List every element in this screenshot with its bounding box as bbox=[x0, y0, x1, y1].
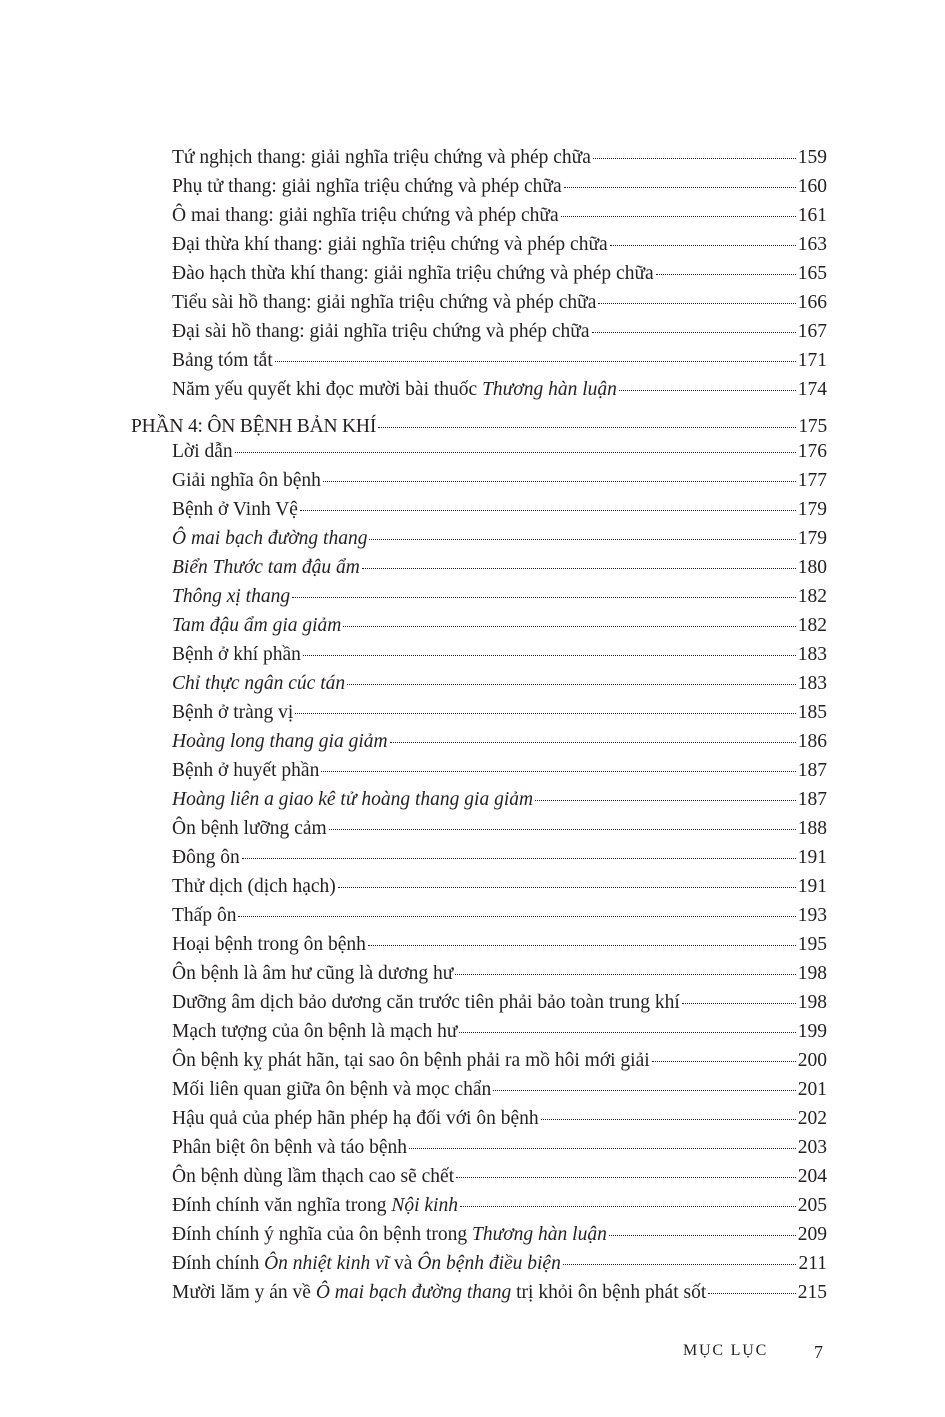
toc-entry-page: 159 bbox=[797, 147, 827, 168]
title-part: Hoại bệnh trong ôn bệnh bbox=[172, 934, 366, 955]
title-part: Mối liên quan giữa ôn bệnh và mọc chẩn bbox=[172, 1079, 492, 1100]
title-part: Lời dẫn bbox=[172, 441, 233, 462]
toc-entry-title bbox=[172, 1278, 706, 1307]
toc-entry bbox=[131, 317, 827, 346]
title-part: Đại thừa khí thang: giải nghĩa triệu chứng và phép chữa bbox=[172, 234, 608, 255]
toc-entry-title bbox=[172, 1075, 491, 1104]
italic-title-part: Thương hàn luận bbox=[482, 379, 617, 400]
italic-title-part: Biển Thước tam đậu ẩm bbox=[172, 557, 360, 578]
toc-entry-page: 209 bbox=[797, 1224, 827, 1245]
toc-entry-page: 191 bbox=[797, 847, 827, 868]
toc-entry bbox=[131, 553, 827, 582]
dot-leader bbox=[323, 481, 796, 482]
dot-leader bbox=[300, 510, 796, 511]
title-part: và bbox=[389, 1253, 418, 1274]
page-footer bbox=[0, 1342, 945, 1366]
italic-title-part: Ôn bệnh điều biện bbox=[417, 1253, 561, 1274]
italic-title-part: Tam đậu ẩm gia giảm bbox=[172, 615, 342, 636]
toc-entry bbox=[131, 230, 827, 259]
toc-entry-page: 174 bbox=[797, 379, 827, 400]
toc-entry-page: 160 bbox=[797, 176, 827, 197]
toc-entry-page: 167 bbox=[797, 321, 827, 342]
toc-entry-page: 182 bbox=[797, 615, 827, 636]
italic-title-part: Nội kinh bbox=[391, 1195, 458, 1216]
dot-leader bbox=[368, 945, 796, 946]
toc-entry bbox=[131, 1017, 827, 1046]
toc-entry bbox=[131, 582, 827, 611]
toc-entry-page: 199 bbox=[797, 1021, 827, 1042]
italic-title-part: Ô mai bạch đường thang bbox=[315, 1282, 512, 1303]
toc-entry bbox=[131, 1075, 827, 1104]
toc-entry-page: 202 bbox=[797, 1108, 827, 1129]
toc-entry bbox=[131, 872, 827, 901]
dot-leader bbox=[242, 858, 796, 859]
toc-entry bbox=[131, 1046, 827, 1075]
toc-entry-page: 179 bbox=[797, 528, 827, 549]
toc-entry-title bbox=[172, 259, 654, 288]
toc-entry-page: 171 bbox=[797, 350, 827, 371]
toc-entry bbox=[131, 466, 827, 495]
toc-entry bbox=[131, 346, 827, 375]
toc-entry bbox=[131, 1133, 827, 1162]
dot-leader bbox=[493, 1090, 796, 1091]
toc-entry bbox=[131, 1278, 827, 1307]
toc-entry bbox=[131, 1220, 827, 1249]
toc-entry-title bbox=[172, 1249, 561, 1278]
dot-leader bbox=[343, 626, 795, 627]
toc-entry-title bbox=[172, 317, 590, 346]
title-part: Giải nghĩa ôn bệnh bbox=[172, 470, 321, 491]
toc-entry-page: 176 bbox=[797, 441, 827, 462]
dot-leader bbox=[456, 1177, 796, 1178]
toc-entry-title bbox=[172, 1220, 607, 1249]
toc-entry-title bbox=[172, 872, 336, 901]
dot-leader bbox=[682, 1003, 796, 1004]
toc-entry bbox=[131, 959, 827, 988]
page-number: 7 bbox=[814, 1342, 823, 1362]
title-part: Ôn bệnh là âm hư cũng là dương hư bbox=[172, 963, 454, 984]
title-part: Bệnh ở Vinh Vệ bbox=[172, 499, 298, 520]
toc-entry-title bbox=[172, 901, 236, 930]
toc-entry-title bbox=[172, 375, 617, 404]
toc-entry bbox=[131, 843, 827, 872]
toc-entry-page: 193 bbox=[797, 905, 827, 926]
toc-entry bbox=[131, 640, 827, 669]
toc-entry-page: 200 bbox=[797, 1050, 827, 1071]
dot-leader bbox=[409, 1148, 796, 1149]
toc-entry-title bbox=[172, 288, 596, 317]
toc-entry-title bbox=[172, 582, 290, 611]
toc-entry-page: 198 bbox=[797, 992, 827, 1013]
toc-entry-title bbox=[172, 230, 608, 259]
title-part: Đính chính ý nghĩa của ôn bệnh trong bbox=[172, 1224, 473, 1245]
toc-entry-page: 185 bbox=[797, 702, 827, 723]
dot-leader bbox=[541, 1119, 796, 1120]
toc-entry bbox=[131, 1104, 827, 1133]
dot-leader bbox=[610, 245, 796, 246]
dot-leader bbox=[321, 771, 795, 772]
toc-entry-title bbox=[172, 959, 453, 988]
italic-title-part: Hoàng liên a giao kê tử hoàng thang gia giảm bbox=[172, 789, 534, 810]
toc-entry bbox=[131, 288, 827, 317]
dot-leader bbox=[652, 1061, 796, 1062]
toc-entry-page: 195 bbox=[797, 934, 827, 955]
toc-entry bbox=[131, 143, 827, 172]
title-part: Bệnh ở tràng vị bbox=[172, 702, 294, 723]
title-part: Ô mai thang: giải nghĩa triệu chứng và phép chữa bbox=[172, 205, 559, 226]
dot-leader bbox=[593, 158, 796, 159]
dot-leader bbox=[362, 568, 796, 569]
toc-entry-page: 201 bbox=[797, 1079, 827, 1100]
toc-entry bbox=[131, 727, 827, 756]
title-part: Năm yếu quyết khi đọc mười bài thuốc bbox=[172, 379, 483, 400]
toc-entry-page: 179 bbox=[797, 499, 827, 520]
dot-leader bbox=[563, 1264, 797, 1265]
toc-entry bbox=[131, 814, 827, 843]
title-part: Thử dịch (dịch hạch) bbox=[172, 876, 336, 897]
toc-entry bbox=[131, 524, 827, 553]
toc-entry bbox=[131, 437, 827, 466]
toc-entry-page: 182 bbox=[797, 586, 827, 607]
dot-leader bbox=[459, 1032, 795, 1033]
toc-entry-title bbox=[172, 727, 388, 756]
toc-entry-title bbox=[172, 346, 273, 375]
toc-entry bbox=[131, 988, 827, 1017]
toc-entry bbox=[131, 375, 827, 404]
toc-entry bbox=[131, 611, 827, 640]
title-part: Đính chính bbox=[172, 1253, 265, 1274]
title-part: Đào hạch thừa khí thang: giải nghĩa triệu chứng và phép chữa bbox=[172, 263, 654, 284]
toc-entry-title bbox=[172, 1017, 457, 1046]
toc-entry-page: 211 bbox=[798, 1253, 827, 1274]
italic-title-part: Hoàng long thang gia giảm bbox=[172, 731, 388, 752]
italic-title-part: Ôn nhiệt kinh vĩ bbox=[264, 1253, 390, 1274]
toc-entry-title bbox=[172, 553, 360, 582]
toc-entry-page: 183 bbox=[797, 673, 827, 694]
dot-leader bbox=[235, 452, 796, 453]
dot-leader bbox=[619, 390, 796, 391]
toc-entry bbox=[131, 201, 827, 230]
toc-entry-page: 166 bbox=[797, 292, 827, 313]
dot-leader bbox=[460, 1206, 796, 1207]
toc-entry-title bbox=[172, 172, 562, 201]
italic-title-part: Ô mai bạch đường thang bbox=[172, 528, 368, 549]
dot-leader bbox=[390, 742, 796, 743]
toc-entry-page: 183 bbox=[797, 644, 827, 665]
title-part: Ôn bệnh dùng lầm thạch cao sẽ chết bbox=[172, 1166, 455, 1187]
dot-leader bbox=[656, 274, 796, 275]
dot-leader bbox=[295, 713, 795, 714]
title-part: PHẦN 4: ÔN BỆNH BẢN KHÍ bbox=[131, 416, 377, 437]
title-part: Đông ôn bbox=[172, 847, 240, 868]
title-part: Ôn bệnh lưỡng cảm bbox=[172, 818, 327, 839]
running-head: MỤC LỤC bbox=[683, 1342, 769, 1359]
toc-entry-title bbox=[131, 412, 376, 441]
toc-entry-title bbox=[172, 1133, 407, 1162]
toc-entry-page: 187 bbox=[797, 760, 827, 781]
toc-entry-title bbox=[172, 698, 293, 727]
toc-entry-page: 186 bbox=[797, 731, 827, 752]
toc-entry-title bbox=[172, 1162, 454, 1191]
toc-entry bbox=[131, 698, 827, 727]
toc-entry bbox=[131, 930, 827, 959]
dot-leader bbox=[347, 684, 796, 685]
title-part: Phân biệt ôn bệnh và táo bệnh bbox=[172, 1137, 408, 1158]
toc-entry-page: 163 bbox=[797, 234, 827, 255]
toc-entry-page: 205 bbox=[797, 1195, 827, 1216]
toc-entry-title bbox=[172, 785, 533, 814]
title-part: Tiểu sài hồ thang: giải nghĩa triệu chứng và phép chữa bbox=[172, 292, 597, 313]
toc-entry bbox=[131, 1249, 827, 1278]
toc-entry-title bbox=[172, 640, 301, 669]
toc-entry-title bbox=[172, 1104, 539, 1133]
toc-entry-title bbox=[172, 843, 240, 872]
toc-entry-page: 188 bbox=[797, 818, 827, 839]
toc-entry-page: 204 bbox=[797, 1166, 827, 1187]
toc-entry-page: 161 bbox=[797, 205, 827, 226]
dot-leader bbox=[329, 829, 796, 830]
italic-title-part: Thương hàn luận bbox=[472, 1224, 607, 1245]
title-part: Hậu quả của phép hãn phép hạ đối với ôn bệnh bbox=[172, 1108, 539, 1129]
toc-entry bbox=[131, 669, 827, 698]
dot-leader bbox=[369, 539, 795, 540]
dot-leader bbox=[455, 974, 795, 975]
dot-leader bbox=[708, 1293, 796, 1294]
toc-entry-title bbox=[172, 524, 367, 553]
toc-entry bbox=[131, 901, 827, 930]
dot-leader bbox=[598, 303, 795, 304]
title-part: Bệnh ở huyết phần bbox=[172, 760, 320, 781]
toc-entry-page: 203 bbox=[797, 1137, 827, 1158]
title-part: Đại sài hồ thang: giải nghĩa triệu chứng và phép chữa bbox=[172, 321, 590, 342]
toc-entry bbox=[131, 1162, 827, 1191]
title-part: Mạch tượng của ôn bệnh là mạch hư bbox=[172, 1021, 458, 1042]
title-part: Bệnh ở khí phần bbox=[172, 644, 301, 665]
toc-entry bbox=[131, 756, 827, 785]
title-part: Thấp ôn bbox=[172, 905, 237, 926]
toc-entry-title bbox=[172, 466, 321, 495]
toc-entry-title bbox=[172, 611, 341, 640]
toc-entry-title bbox=[172, 143, 591, 172]
toc-entry-page: 187 bbox=[797, 789, 827, 810]
title-part: Dưỡng âm dịch bảo dương căn trước tiên phải bảo toàn trung khí bbox=[172, 992, 680, 1013]
title-part: Bảng tóm tắt bbox=[172, 350, 273, 371]
title-part: trị khỏi ôn bệnh phát sốt bbox=[511, 1282, 707, 1303]
dot-leader bbox=[275, 361, 796, 362]
toc-entry bbox=[131, 495, 827, 524]
italic-title-part: Thông xị thang bbox=[172, 586, 291, 607]
title-part: Phụ tử thang: giải nghĩa triệu chứng và phép chữa bbox=[172, 176, 562, 197]
toc-entry-title bbox=[172, 437, 233, 466]
toc-entry bbox=[131, 1191, 827, 1220]
toc-entry-title bbox=[172, 930, 366, 959]
toc-entry bbox=[131, 785, 827, 814]
toc-entry-page: 177 bbox=[797, 470, 827, 491]
toc-entry-page: 198 bbox=[797, 963, 827, 984]
dot-leader bbox=[609, 1235, 796, 1236]
toc-entry-page: 165 bbox=[797, 263, 827, 284]
dot-leader bbox=[378, 427, 796, 428]
title-part: Đính chính văn nghĩa trong bbox=[172, 1195, 392, 1216]
dot-leader bbox=[338, 887, 796, 888]
dot-leader bbox=[535, 800, 796, 801]
toc-entry-page: 175 bbox=[798, 416, 827, 437]
dot-leader bbox=[564, 187, 796, 188]
toc-entry bbox=[131, 172, 827, 201]
dot-leader bbox=[592, 332, 796, 333]
toc-entry-page: 191 bbox=[797, 876, 827, 897]
toc-entry-title bbox=[172, 1046, 650, 1075]
toc-entry-page: 215 bbox=[797, 1282, 827, 1303]
dot-leader bbox=[292, 597, 796, 598]
toc-entry-page: 180 bbox=[797, 557, 827, 578]
dot-leader bbox=[303, 655, 796, 656]
title-part: Tứ nghịch thang: giải nghĩa triệu chứng và phép chữa bbox=[172, 147, 591, 168]
dot-leader bbox=[561, 216, 796, 217]
toc-entry-title bbox=[172, 1191, 458, 1220]
title-part: Mười lăm y án về bbox=[172, 1282, 316, 1303]
toc-entry-title bbox=[172, 988, 680, 1017]
table-of-contents bbox=[131, 143, 827, 1307]
toc-entry-title bbox=[172, 814, 327, 843]
title-part: Ôn bệnh kỵ phát hãn, tại sao ôn bệnh phải ra mồ hôi mới giải bbox=[172, 1050, 650, 1071]
toc-entry-title bbox=[172, 495, 298, 524]
dot-leader bbox=[238, 916, 795, 917]
italic-title-part: Chỉ thực ngân cúc tán bbox=[172, 673, 346, 694]
toc-entry-title bbox=[172, 201, 559, 230]
toc-entry bbox=[131, 259, 827, 288]
toc-entry-title bbox=[172, 756, 319, 785]
toc-entry-title bbox=[172, 669, 345, 698]
